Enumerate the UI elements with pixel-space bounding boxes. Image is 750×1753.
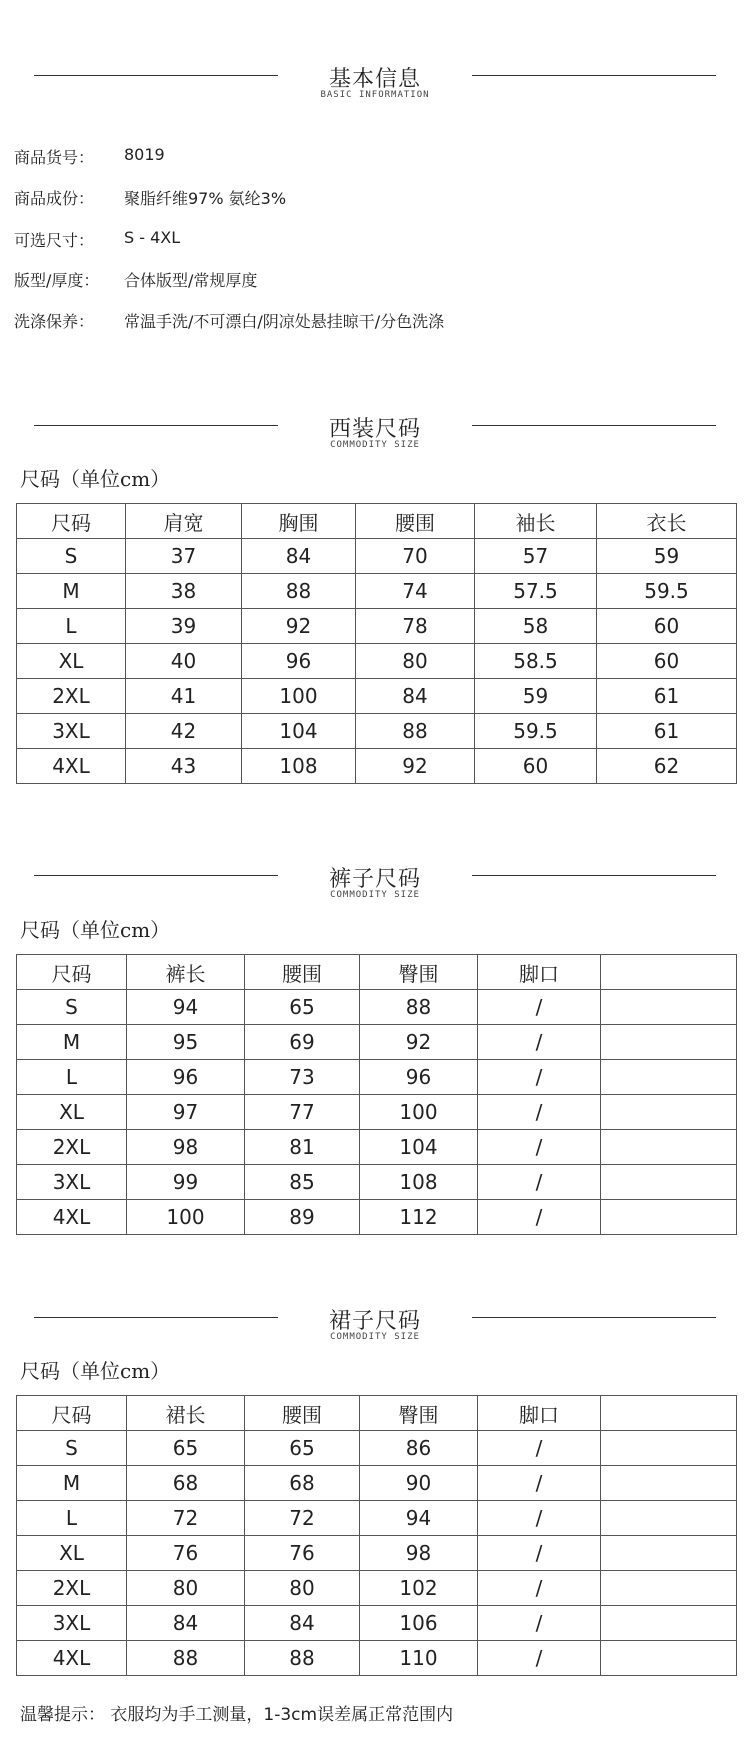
table-cell: 3XL	[17, 714, 126, 749]
column-header: 脚口	[478, 1396, 601, 1431]
section-subtitle: COMMODITY SIZE	[330, 890, 420, 900]
table-row	[17, 1606, 737, 1641]
table-cell	[601, 990, 737, 1025]
table-cell: 110	[360, 1641, 478, 1676]
column-header: 肩宽	[126, 504, 242, 539]
table-cell: 59	[597, 539, 737, 574]
info-label: 商品成份：	[14, 189, 95, 208]
table-cell: 62	[597, 749, 737, 784]
table-cell: 88	[360, 990, 478, 1025]
table-cell: 72	[245, 1501, 360, 1536]
column-header: 臀围	[360, 1396, 478, 1431]
section-title: 裤子尺码	[328, 867, 421, 892]
table-cell	[601, 1501, 737, 1536]
table-cell: 102	[360, 1571, 478, 1606]
table-cell: 76	[127, 1536, 245, 1571]
table-row	[17, 1466, 737, 1501]
table-cell: 108	[360, 1165, 478, 1200]
column-header	[601, 1396, 737, 1431]
column-header: 腰围	[245, 1396, 360, 1431]
column-header: 腰围	[245, 955, 360, 990]
table-row	[17, 1501, 737, 1536]
column-header: 臀围	[360, 955, 478, 990]
table-cell: /	[478, 1060, 601, 1095]
table-cell: 77	[245, 1095, 360, 1130]
table-cell: /	[478, 1466, 601, 1501]
table-cell: M	[17, 1466, 127, 1501]
table-cell: 94	[360, 1501, 478, 1536]
table-cell: 96	[360, 1060, 478, 1095]
table-cell: /	[478, 1130, 601, 1165]
table-cell	[601, 1165, 737, 1200]
table-cell: 65	[127, 1431, 245, 1466]
table-row	[17, 1095, 737, 1130]
pants-size-header	[0, 866, 750, 910]
table-row	[17, 1165, 737, 1200]
table-cell: 61	[597, 679, 737, 714]
table-row	[17, 574, 737, 609]
section-title: 基本信息	[328, 67, 421, 92]
info-row-care	[14, 309, 734, 333]
table-cell: 98	[127, 1130, 245, 1165]
table-cell: 89	[245, 1200, 360, 1235]
table-cell	[601, 1641, 737, 1676]
table-row	[17, 644, 737, 679]
table-cell: 42	[126, 714, 242, 749]
table-cell: 68	[245, 1466, 360, 1501]
table-cell: 60	[597, 644, 737, 679]
column-header: 裤长	[127, 955, 245, 990]
table-cell: 99	[127, 1165, 245, 1200]
table-cell: 57	[475, 539, 597, 574]
table-row	[17, 1431, 737, 1466]
section-subtitle: COMMODITY SIZE	[330, 1332, 420, 1342]
table-cell: 76	[245, 1536, 360, 1571]
column-header: 尺码	[17, 955, 127, 990]
table-cell: 4XL	[17, 749, 126, 784]
table-cell: L	[17, 1501, 127, 1536]
table-cell	[601, 1130, 737, 1165]
info-label: 商品货号：	[14, 148, 95, 167]
info-value: 常温手洗/不可漂白/阴凉处悬挂晾干/分色洗涤	[124, 312, 445, 331]
table-cell: 68	[127, 1466, 245, 1501]
suit-unit-label: 尺码（单位cm）	[20, 467, 171, 491]
table-cell: 3XL	[17, 1165, 127, 1200]
table-cell: 84	[242, 539, 356, 574]
divider-line	[472, 1317, 716, 1318]
table-cell: 104	[360, 1130, 478, 1165]
table-cell: 92	[360, 1025, 478, 1060]
table-cell: 2XL	[17, 1130, 127, 1165]
info-row-material	[14, 186, 734, 210]
divider-line	[472, 875, 716, 876]
table-cell: 58.5	[475, 644, 597, 679]
info-label: 可选尺寸：	[14, 231, 95, 250]
table-cell: 96	[127, 1060, 245, 1095]
table-cell: /	[478, 1536, 601, 1571]
table-cell	[601, 1060, 737, 1095]
table-cell: 40	[126, 644, 242, 679]
table-cell: 95	[127, 1025, 245, 1060]
footer-note: 温馨提示： 衣服均为手工测量，1-3cm误差属正常范围内	[20, 1705, 454, 1725]
table-cell: 96	[242, 644, 356, 679]
table-cell: 4XL	[17, 1641, 127, 1676]
section-title: 西装尺码	[328, 417, 421, 442]
section-subtitle: BASIC INFORMATION	[320, 90, 430, 100]
table-row	[17, 539, 737, 574]
table-cell: M	[17, 574, 126, 609]
table-cell: L	[17, 1060, 127, 1095]
table-cell: 80	[245, 1571, 360, 1606]
table-cell: 38	[126, 574, 242, 609]
table-cell: 98	[360, 1536, 478, 1571]
table-cell: 84	[245, 1606, 360, 1641]
table-row	[17, 1536, 737, 1571]
section-subtitle: COMMODITY SIZE	[330, 440, 420, 450]
table-row	[17, 990, 737, 1025]
info-value: 8019	[124, 145, 165, 164]
table-cell: 2XL	[17, 679, 126, 714]
table-cell: S	[17, 1431, 127, 1466]
table-cell: XL	[17, 1536, 127, 1571]
info-label: 洗涤保养：	[14, 312, 95, 331]
table-cell: 94	[127, 990, 245, 1025]
table-cell: S	[17, 539, 126, 574]
column-header: 脚口	[478, 955, 601, 990]
table-cell: 60	[597, 609, 737, 644]
table-cell: M	[17, 1025, 127, 1060]
table-cell: 74	[356, 574, 475, 609]
table-cell: /	[478, 1165, 601, 1200]
table-cell: 81	[245, 1130, 360, 1165]
suit-size-table	[16, 503, 737, 784]
table-cell	[601, 1095, 737, 1130]
table-cell: /	[478, 1501, 601, 1536]
table-cell: 84	[356, 679, 475, 714]
table-cell: 104	[242, 714, 356, 749]
pants-unit-label: 尺码（单位cm）	[20, 918, 171, 942]
column-header: 尺码	[17, 1396, 127, 1431]
table-cell: /	[478, 1200, 601, 1235]
table-cell: 80	[356, 644, 475, 679]
table-cell: 39	[126, 609, 242, 644]
table-cell: 65	[245, 1431, 360, 1466]
table-cell: /	[478, 1095, 601, 1130]
suit-size-header	[0, 416, 750, 460]
table-cell: 2XL	[17, 1571, 127, 1606]
section-title: 裙子尺码	[328, 1309, 421, 1334]
info-value: S - 4XL	[124, 228, 181, 247]
table-cell: 73	[245, 1060, 360, 1095]
table-cell: 58	[475, 609, 597, 644]
table-cell	[601, 1571, 737, 1606]
info-row-sizes	[14, 228, 734, 252]
table-row	[17, 1571, 737, 1606]
table-cell: 70	[356, 539, 475, 574]
table-row	[17, 609, 737, 644]
table-cell: 100	[360, 1095, 478, 1130]
table-cell: 3XL	[17, 1606, 127, 1641]
table-cell: 88	[242, 574, 356, 609]
table-cell	[601, 1536, 737, 1571]
column-header	[601, 955, 737, 990]
table-cell	[601, 1200, 737, 1235]
table-cell: /	[478, 1641, 601, 1676]
skirt-size-table	[16, 1395, 737, 1676]
table-row	[17, 1641, 737, 1676]
table-cell: 80	[127, 1571, 245, 1606]
table-row	[17, 1130, 737, 1165]
table-cell: 90	[360, 1466, 478, 1501]
table-row	[17, 1060, 737, 1095]
table-row	[17, 1025, 737, 1060]
basic-info-header	[0, 66, 750, 110]
table-row	[17, 714, 737, 749]
table-cell: 106	[360, 1606, 478, 1641]
table-cell: S	[17, 990, 127, 1025]
table-cell: /	[478, 1606, 601, 1641]
info-row-fit	[14, 268, 734, 292]
table-cell: 59	[475, 679, 597, 714]
table-cell: 92	[242, 609, 356, 644]
table-cell	[601, 1606, 737, 1641]
table-cell: 78	[356, 609, 475, 644]
table-cell: 92	[356, 749, 475, 784]
table-cell: XL	[17, 1095, 127, 1130]
table-cell: XL	[17, 644, 126, 679]
table-cell	[601, 1466, 737, 1501]
info-row-sku	[14, 145, 734, 169]
table-header-row	[17, 504, 737, 539]
table-cell: 100	[242, 679, 356, 714]
table-cell: 108	[242, 749, 356, 784]
table-cell: 88	[245, 1641, 360, 1676]
table-cell: 72	[127, 1501, 245, 1536]
table-cell: 43	[126, 749, 242, 784]
column-header: 袖长	[475, 504, 597, 539]
table-cell: /	[478, 1431, 601, 1466]
table-cell: 86	[360, 1431, 478, 1466]
table-cell: 4XL	[17, 1200, 127, 1235]
column-header: 尺码	[17, 504, 126, 539]
table-cell: 61	[597, 714, 737, 749]
table-cell	[601, 1025, 737, 1060]
table-row	[17, 1200, 737, 1235]
table-cell: 57.5	[475, 574, 597, 609]
table-cell: 112	[360, 1200, 478, 1235]
table-cell: 60	[475, 749, 597, 784]
table-header-row	[17, 955, 737, 990]
divider-line	[472, 75, 716, 76]
table-row	[17, 679, 737, 714]
table-cell: 100	[127, 1200, 245, 1235]
table-cell: /	[478, 1571, 601, 1606]
column-header: 腰围	[356, 504, 475, 539]
table-cell: 69	[245, 1025, 360, 1060]
column-header: 衣长	[597, 504, 737, 539]
info-label: 版型/厚度：	[14, 271, 100, 290]
table-cell: 88	[356, 714, 475, 749]
table-cell: /	[478, 1025, 601, 1060]
divider-line	[472, 425, 716, 426]
info-value: 聚脂纤维97% 氨纶3%	[124, 189, 287, 208]
info-value: 合体版型/常规厚度	[124, 271, 258, 290]
table-header-row	[17, 1396, 737, 1431]
table-cell: 59.5	[475, 714, 597, 749]
skirt-size-header	[0, 1308, 750, 1352]
table-cell: L	[17, 609, 126, 644]
table-cell: 84	[127, 1606, 245, 1641]
table-cell: 65	[245, 990, 360, 1025]
table-cell: 85	[245, 1165, 360, 1200]
table-cell: 88	[127, 1641, 245, 1676]
table-cell: /	[478, 990, 601, 1025]
table-cell	[601, 1431, 737, 1466]
table-cell: 97	[127, 1095, 245, 1130]
skirt-unit-label: 尺码（单位cm）	[20, 1359, 171, 1383]
table-cell: 59.5	[597, 574, 737, 609]
table-cell: 41	[126, 679, 242, 714]
column-header: 裙长	[127, 1396, 245, 1431]
pants-size-table	[16, 954, 737, 1235]
table-cell: 37	[126, 539, 242, 574]
column-header: 胸围	[242, 504, 356, 539]
table-row	[17, 749, 737, 784]
